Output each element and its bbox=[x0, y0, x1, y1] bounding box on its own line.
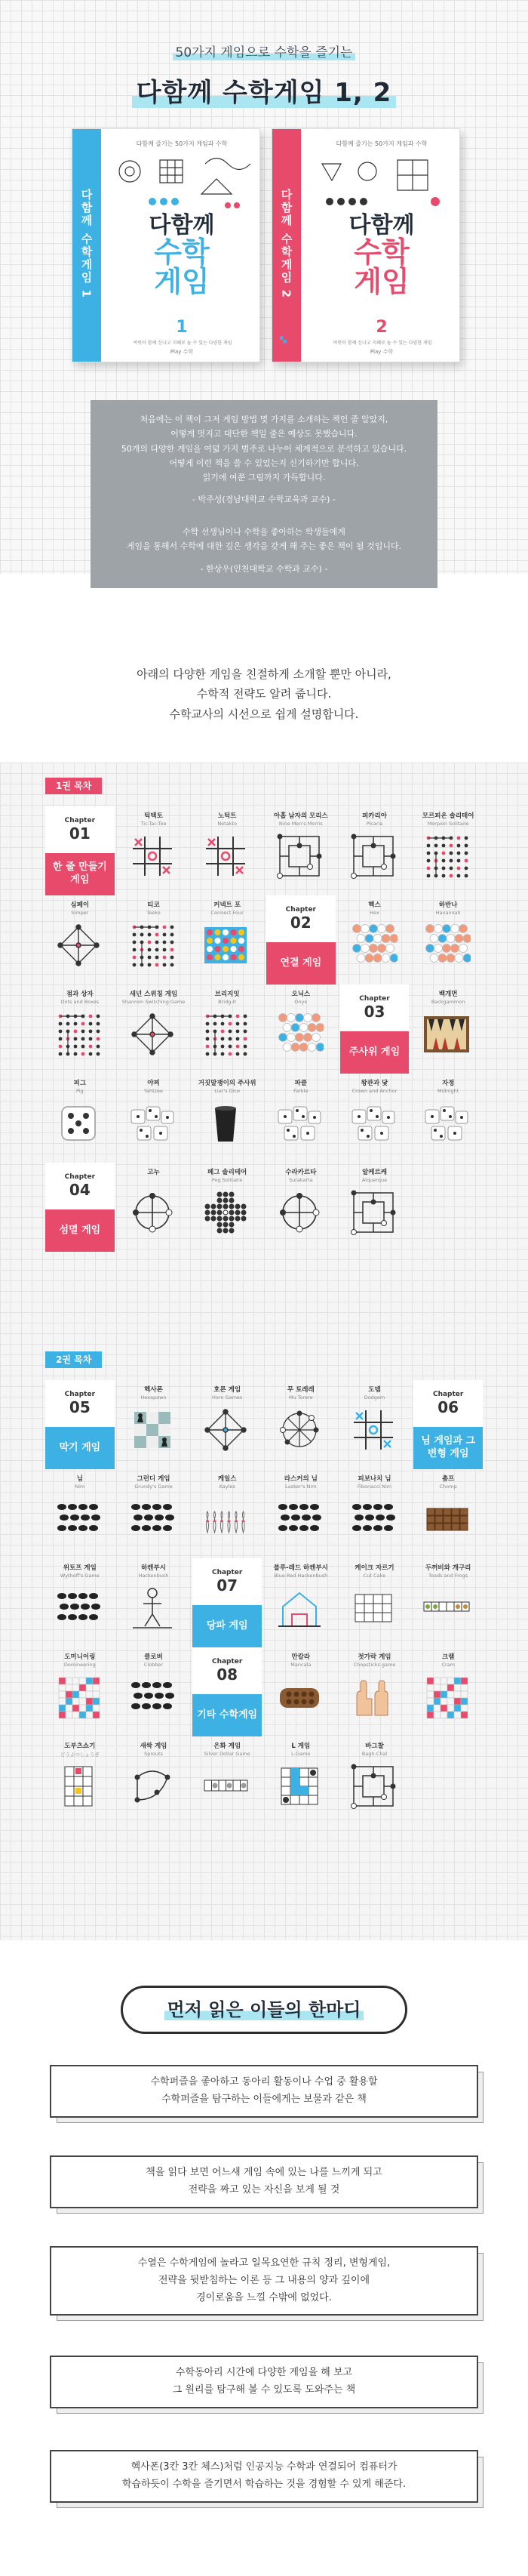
game-item bbox=[45, 1558, 115, 1647]
game-item bbox=[266, 1163, 336, 1252]
quote-line: 학습하듯이 수학을 즐기면서 학습하는 것을 경험할 수 있게 해준다. bbox=[121, 2478, 407, 2490]
text-line: 50개의 다양한 게임을 여덟 가지 범주로 나누어 체계적으로 분석하고 있습니다. bbox=[121, 443, 407, 454]
connect-game-icon bbox=[201, 921, 250, 969]
game-item bbox=[45, 1647, 115, 1736]
morris-game-icon bbox=[349, 1762, 398, 1810]
chapter-card bbox=[45, 1380, 115, 1469]
game-item bbox=[119, 1647, 189, 1736]
game-item bbox=[266, 984, 336, 1074]
review-blurb-2 bbox=[91, 516, 437, 588]
game-english-title: Farkle bbox=[293, 1088, 309, 1094]
chapter-label: Chapter bbox=[64, 817, 96, 824]
pins-game-icon bbox=[201, 1495, 250, 1543]
quote-line: 전략을 짜고 있는 자신을 보게 될 것 bbox=[188, 2183, 340, 2195]
quote-line: 수학퍼즐을 탐구하는 이들에게는 보물과 같은 책 bbox=[161, 2093, 367, 2105]
backgammon-game-icon bbox=[422, 1010, 471, 1058]
game-english-title: Mu Torere bbox=[288, 1394, 313, 1400]
stones-game-icon bbox=[54, 1495, 103, 1543]
chapter-card bbox=[192, 1647, 262, 1736]
game-english-title: Hackenbush bbox=[138, 1573, 169, 1579]
game-item bbox=[119, 895, 189, 984]
game-title: 두꺼비와 개구리 bbox=[425, 1564, 471, 1572]
game-item bbox=[340, 1736, 410, 1826]
review-blurb-1 bbox=[91, 400, 437, 519]
game-english-title: Pig bbox=[75, 1088, 84, 1094]
hex-game-icon bbox=[275, 1010, 324, 1058]
game-english-title: Dots and Boxes bbox=[60, 999, 100, 1005]
chapter-label: Chapter bbox=[211, 1569, 243, 1576]
text-line: 처음에는 이 책이 그저 게임 방법 몇 가지를 소개하는 책인 줄 알았지, bbox=[140, 414, 388, 424]
chapter-card bbox=[413, 1380, 483, 1469]
game-item bbox=[119, 806, 189, 895]
book1-doodle-illustration bbox=[107, 149, 258, 217]
cup-game-icon bbox=[201, 1099, 250, 1148]
game-english-title: Sprouts bbox=[144, 1751, 163, 1757]
game-item bbox=[413, 1469, 483, 1558]
dots-game-icon bbox=[54, 1010, 103, 1058]
game-item bbox=[119, 1074, 189, 1163]
game-title: 님 bbox=[76, 1475, 83, 1483]
chapter-card bbox=[192, 1558, 262, 1647]
game-title: 야찌 bbox=[147, 1080, 160, 1087]
lines-net-game-icon bbox=[128, 1010, 177, 1058]
game-title: 왕관과 닻 bbox=[361, 1080, 388, 1087]
game-english-title: どうぶつしょうぎ bbox=[60, 1752, 100, 1758]
game-item bbox=[192, 984, 262, 1074]
game-item bbox=[45, 895, 115, 984]
game-item bbox=[266, 1647, 336, 1736]
game-item bbox=[45, 984, 115, 1074]
game-title: 촘프 bbox=[441, 1475, 455, 1483]
game-item bbox=[266, 806, 336, 895]
game-english-title: Chomp bbox=[439, 1484, 457, 1490]
game-item bbox=[413, 806, 483, 895]
stones-game-icon bbox=[128, 1495, 177, 1543]
game-item bbox=[45, 1469, 115, 1558]
game-english-title: Chopsticks game bbox=[353, 1662, 396, 1668]
game-title: 호른 게임 bbox=[213, 1386, 241, 1394]
chapter-name: 연결 게임 bbox=[266, 942, 336, 984]
game-english-title: Wythoff's Game bbox=[60, 1573, 100, 1579]
game-item bbox=[119, 984, 189, 1074]
game-english-title: Fibonacci Nim bbox=[357, 1484, 392, 1490]
game-title: 피그 bbox=[73, 1080, 87, 1087]
game-item bbox=[266, 1558, 336, 1647]
book2-publisher: Play 수학 bbox=[370, 349, 394, 355]
sprouts-game-icon bbox=[128, 1762, 177, 1810]
dots-game-icon bbox=[201, 1010, 250, 1058]
chapter-header bbox=[192, 1647, 262, 1694]
game-english-title: Simper bbox=[71, 910, 89, 916]
game-title: 심페이 bbox=[70, 901, 90, 909]
shogi-game-icon bbox=[54, 1762, 103, 1810]
mancala-game-icon bbox=[275, 1673, 324, 1721]
game-title: 오닉스 bbox=[291, 991, 311, 998]
book1-number: 1 bbox=[176, 318, 188, 337]
chapter-header bbox=[45, 1380, 115, 1427]
game-title: 티코 bbox=[147, 901, 160, 909]
chapter-name: 주사위 게임 bbox=[340, 1031, 410, 1074]
text-line: 어떻게 이런 책을 쓸 수 있었는지 신기하기만 합니다. bbox=[169, 458, 359, 468]
review-blurb-2-text bbox=[106, 525, 422, 554]
chapter-number: 08 bbox=[216, 1665, 238, 1684]
vol2-toc-label: 2권 목차 bbox=[45, 1351, 102, 1368]
game-title: 케일스 bbox=[217, 1475, 237, 1483]
cake-game-icon bbox=[349, 1584, 398, 1632]
game-title: 새싹 게임 bbox=[140, 1742, 167, 1750]
game-title: L 게임 bbox=[291, 1742, 311, 1750]
game-english-title: Horn Games bbox=[211, 1394, 243, 1400]
review-quote bbox=[50, 2356, 478, 2408]
game-english-title: Nim bbox=[75, 1484, 85, 1490]
dots-game-icon bbox=[128, 921, 177, 969]
hex-game-icon bbox=[349, 921, 398, 969]
game-item bbox=[340, 1469, 410, 1558]
game-title: 아홉 남자의 모리스 bbox=[274, 812, 328, 820]
book1-publisher: Play 수학 bbox=[170, 349, 194, 355]
game-title: 수라카르타 bbox=[285, 1169, 317, 1176]
chapter-number: 07 bbox=[216, 1576, 238, 1595]
game-item bbox=[119, 1380, 189, 1469]
chapter-number: 02 bbox=[290, 914, 312, 932]
game-english-title: Cram bbox=[441, 1662, 455, 1668]
game-title: 피카리아 bbox=[362, 812, 387, 820]
game-item bbox=[192, 1469, 262, 1558]
hands-game-icon bbox=[349, 1673, 398, 1721]
game-english-title: Yahtzee bbox=[143, 1088, 164, 1094]
game-english-title: L-Game bbox=[291, 1751, 311, 1757]
chapter-label: Chapter bbox=[211, 1658, 243, 1665]
book2-doodle-illustration bbox=[307, 149, 458, 217]
stick-game-icon bbox=[128, 1584, 177, 1632]
game-item bbox=[266, 1736, 336, 1826]
game-english-title: Crown and Anchor bbox=[351, 1088, 398, 1094]
morris-game-icon bbox=[275, 832, 324, 880]
game-item bbox=[413, 1074, 483, 1163]
game-title: 헥스 bbox=[368, 901, 381, 909]
text-line: 수학 선생님이나 수학을 좋아하는 학생들에게 bbox=[183, 527, 345, 537]
game-title: 파클 bbox=[294, 1080, 308, 1087]
game-item bbox=[340, 1380, 410, 1469]
vol1-toc-grid bbox=[45, 806, 483, 1252]
stones-game-icon bbox=[349, 1495, 398, 1543]
chapter-number: 05 bbox=[69, 1398, 91, 1416]
game-item bbox=[45, 1736, 115, 1826]
game-title: 케이크 자르기 bbox=[355, 1564, 394, 1572]
game-english-title: Hexapawn bbox=[140, 1394, 167, 1400]
quote-line: 책을 읽다 보면 어느새 게임 속에 있는 나를 느끼게 되고 bbox=[146, 2167, 382, 2178]
chapter-name: 당파 게임 bbox=[192, 1605, 262, 1647]
game-english-title: Bagh-Chal bbox=[361, 1751, 388, 1757]
game-english-title: Midnight bbox=[437, 1088, 459, 1094]
hero-section bbox=[0, 0, 528, 574]
chapter-header bbox=[45, 806, 115, 853]
intro-line: 수학적 전략도 알려 줍니다. bbox=[196, 687, 332, 701]
text-line: 읽기에 여쭌 그림까지 가득합니다. bbox=[202, 473, 326, 482]
chapter-card bbox=[45, 1163, 115, 1252]
game-english-title: Blue-Red Hackenbush bbox=[274, 1573, 328, 1579]
game-item bbox=[192, 806, 262, 895]
book2-tagline: 다함께 즐기는 50가지 게임과 수학 bbox=[336, 140, 428, 147]
review-quote bbox=[50, 2450, 478, 2503]
die-game-icon bbox=[54, 1099, 103, 1148]
game-item bbox=[340, 1074, 410, 1163]
ttt-game-icon bbox=[201, 832, 250, 880]
dice-game-icon bbox=[128, 1099, 177, 1148]
quote-line: 그 원리를 탐구해 볼 수 있도록 도와주는 책 bbox=[172, 2383, 356, 2396]
text-line: 어떻게 멋지고 대단한 책일 줄은 예상도 못했습니다. bbox=[170, 429, 358, 439]
game-item bbox=[340, 806, 410, 895]
chapter-card bbox=[266, 895, 336, 984]
chapter-header bbox=[413, 1380, 483, 1427]
game-english-title: Havannah bbox=[435, 910, 461, 916]
game-title: 하반나 bbox=[438, 901, 458, 909]
game-title: 블루-레드 하켄부시 bbox=[273, 1564, 328, 1572]
game-title: 커넥트 포 bbox=[213, 901, 241, 909]
vol1-toc-label: 1권 목차 bbox=[45, 778, 102, 794]
game-item bbox=[266, 1380, 336, 1469]
game-english-title: Lasker's Nim bbox=[285, 1484, 317, 1490]
book1-description: 여럿이 함께 신나고 지혜로 놀 수 있는 다양한 게임 bbox=[133, 340, 232, 346]
book-cover-2 bbox=[272, 128, 460, 362]
morris-game-icon bbox=[349, 1188, 398, 1237]
game-english-title: Picaria bbox=[366, 821, 383, 827]
game-title: 고누 bbox=[147, 1169, 160, 1176]
dom-game-icon bbox=[54, 1673, 103, 1721]
game-english-title: Surakarta bbox=[288, 1177, 313, 1183]
game-item bbox=[119, 1558, 189, 1647]
game-title: 클로버 bbox=[144, 1653, 163, 1661]
text-line: 게임을 통해서 수학에 대한 깊은 생각을 갖게 해 주는 좋은 책이 될 것입니다. bbox=[126, 541, 402, 552]
game-title: 은화 게임 bbox=[213, 1742, 241, 1750]
quote-line: 수학퍼즐을 좋아하고 동아리 활동이나 수업 중 활용할 bbox=[150, 2076, 378, 2088]
intro-text bbox=[60, 664, 468, 724]
review-blurb-1-signature: - 박주성(경남대학교 수학교육과 교수) - bbox=[192, 495, 336, 505]
game-title: 피보나치 님 bbox=[358, 1475, 391, 1483]
gonu-game-icon bbox=[128, 1188, 177, 1237]
chapter-header bbox=[340, 984, 410, 1031]
game-title: 백개먼 bbox=[438, 991, 458, 998]
game-title: 무 토레레 bbox=[287, 1386, 315, 1394]
chapter-name: 한 줄 만들기 게임 bbox=[45, 853, 115, 895]
stones-game-icon bbox=[275, 1495, 324, 1543]
chomp-game-icon bbox=[422, 1495, 471, 1543]
chapter-label: Chapter bbox=[359, 995, 390, 1003]
game-title: 그런디 게임 bbox=[137, 1475, 170, 1483]
game-item bbox=[413, 984, 483, 1074]
chapter-number: 04 bbox=[69, 1181, 91, 1199]
review-quote bbox=[50, 2246, 478, 2316]
review-blurb-1-text bbox=[106, 412, 422, 485]
dice-game-icon bbox=[275, 1099, 324, 1148]
game-item bbox=[119, 1736, 189, 1826]
game-title: 도미니어링 bbox=[64, 1653, 96, 1661]
game-english-title: Alquerque bbox=[361, 1177, 388, 1183]
hero-subtitle: 50가지 게임으로 수학을 즐기는 bbox=[147, 38, 381, 68]
dots-game-icon bbox=[422, 832, 471, 880]
lgame-game-icon bbox=[275, 1762, 324, 1810]
game-item bbox=[340, 895, 410, 984]
book1-title: 다함께 수학 게임 bbox=[149, 212, 215, 299]
game-english-title: Tic-Tac-Toe bbox=[140, 821, 167, 827]
chess-game-icon bbox=[128, 1406, 177, 1454]
game-english-title: Nine Men's Morris bbox=[278, 821, 323, 827]
chapter-number: 03 bbox=[364, 1003, 385, 1021]
review-quote bbox=[50, 2155, 478, 2208]
quote-line: 수열은 수학게임에 놀라고 일목요연한 규칙 정리, 변형게임, bbox=[137, 2257, 391, 2269]
game-item bbox=[192, 1380, 262, 1469]
lines-net-game-icon bbox=[54, 921, 103, 969]
intro-line: 아래의 다양한 게임을 친절하게 소개할 뿐만 아니라, bbox=[137, 667, 391, 681]
game-english-title: Bridg-It bbox=[218, 999, 237, 1005]
game-title: 페그 솔리테어 bbox=[207, 1169, 247, 1176]
game-item bbox=[413, 1647, 483, 1736]
foreword-title: 먼저 읽은 이들의 한마디 bbox=[121, 1986, 407, 2034]
game-title: 바그찰 bbox=[365, 1742, 384, 1750]
game-title: 브리지잇 bbox=[214, 991, 240, 998]
house-game-icon bbox=[275, 1584, 324, 1632]
game-title: 만칼라 bbox=[291, 1653, 311, 1661]
game-item bbox=[340, 1558, 410, 1647]
quote-line: 경이로움을 느낄 수밖에 없었다. bbox=[196, 2291, 332, 2303]
lines-net-game-icon bbox=[201, 1406, 250, 1454]
game-item bbox=[340, 1647, 410, 1736]
game-item bbox=[119, 1469, 189, 1558]
book2-title: 다함께 수학 게임 bbox=[348, 212, 415, 299]
chapter-number: 06 bbox=[437, 1398, 459, 1416]
game-item bbox=[192, 1163, 262, 1252]
game-english-title bbox=[119, 1177, 189, 1184]
ttt-game-icon bbox=[128, 832, 177, 880]
chapter-header bbox=[192, 1558, 262, 1605]
review-quote bbox=[50, 2065, 478, 2118]
game-english-title: Shannon Switching Game bbox=[121, 999, 186, 1005]
game-english-title: Liar's Dice bbox=[214, 1088, 241, 1094]
game-english-title: Hex bbox=[370, 910, 379, 916]
chapter-label: Chapter bbox=[64, 1173, 96, 1181]
game-english-title: Teeko bbox=[146, 910, 161, 916]
ttt-game-icon bbox=[349, 1406, 398, 1454]
game-title: 모르피온 솔리테어 bbox=[422, 812, 474, 820]
game-item bbox=[192, 1074, 262, 1163]
game-item bbox=[192, 895, 262, 984]
game-english-title: Onyx bbox=[294, 999, 308, 1005]
game-english-title: Dodgem bbox=[364, 1394, 385, 1400]
game-english-title: Clobber bbox=[143, 1662, 164, 1668]
peg-game-icon bbox=[201, 1188, 250, 1237]
stones-game-icon bbox=[128, 1673, 177, 1721]
stones-game-icon bbox=[54, 1584, 103, 1632]
game-english-title: Domineering bbox=[63, 1662, 96, 1668]
book1-tagline: 다함께 즐기는 50가지 게임과 수학 bbox=[136, 140, 228, 147]
game-english-title: Connect Four bbox=[210, 910, 244, 916]
dice-game-icon bbox=[349, 1099, 398, 1148]
book1-spine-title: 다함께 수학게임 1 bbox=[79, 189, 94, 299]
game-title: 젓가락 게임 bbox=[358, 1653, 391, 1661]
game-title: 자정 bbox=[441, 1080, 455, 1087]
chapter-card bbox=[340, 984, 410, 1074]
game-item bbox=[266, 1469, 336, 1558]
chapter-label: Chapter bbox=[285, 906, 316, 914]
chapter-header bbox=[45, 1163, 115, 1209]
chapter-label: Chapter bbox=[432, 1391, 464, 1398]
chapter-name: 님 게임과 그 변형 게임 bbox=[413, 1427, 483, 1469]
game-title: 도뎀 bbox=[368, 1386, 381, 1394]
game-english-title: Silver Dollar Game bbox=[204, 1751, 250, 1757]
intro-line: 수학교사의 시선으로 쉽게 설명합니다. bbox=[169, 707, 359, 721]
star-game-icon bbox=[275, 1406, 324, 1454]
game-english-title: Grundy's Game bbox=[134, 1484, 173, 1490]
game-title: 위토프 게임 bbox=[63, 1564, 97, 1572]
book2-description: 여럿이 함께 신나고 지혜로 놀 수 있는 다양한 게임 bbox=[333, 340, 432, 346]
game-english-title: Morpion Solitaire bbox=[427, 821, 469, 827]
game-item bbox=[266, 1074, 336, 1163]
coins-game-icon bbox=[201, 1762, 250, 1810]
book2-spine-title: 다함께 수학게임 2 bbox=[279, 189, 293, 299]
toads-game-icon bbox=[422, 1584, 471, 1632]
game-title: 노턱트 bbox=[217, 812, 237, 820]
morris-game-icon bbox=[349, 832, 398, 880]
chapter-name: 기타 수학게임 bbox=[192, 1694, 262, 1736]
hex-game-icon bbox=[422, 921, 471, 969]
chapter-name: 섬멸 게임 bbox=[45, 1209, 115, 1252]
chapter-header bbox=[266, 895, 336, 942]
game-title: 라스커의 님 bbox=[284, 1475, 318, 1483]
gonu-game-icon bbox=[275, 1188, 324, 1237]
game-title: 하켄부시 bbox=[141, 1564, 166, 1572]
game-item bbox=[119, 1163, 189, 1252]
game-title: 도부츠쇼기 bbox=[64, 1742, 96, 1750]
chapter-name: 막기 게임 bbox=[45, 1427, 115, 1469]
chapter-number: 01 bbox=[69, 824, 91, 843]
book-cover-1 bbox=[72, 128, 260, 362]
game-english-title: Toads and Frogs bbox=[428, 1573, 468, 1579]
hero-title: 다함께 수학게임 1, 2 bbox=[60, 72, 468, 109]
review-blurb-2-signature: - 한상우(인천대학교 수학과 교수) - bbox=[200, 563, 328, 574]
game-english-title: Backgammon bbox=[431, 999, 465, 1005]
chapter-label: Chapter bbox=[64, 1391, 96, 1398]
game-english-title: Peg Solitaire bbox=[211, 1177, 243, 1183]
game-item bbox=[192, 1736, 262, 1826]
vol2-toc-grid bbox=[45, 1380, 483, 1826]
game-english-title: Cut Cake bbox=[363, 1573, 386, 1579]
quote-line: 헥사폰(3칸 3칸 체스)처럼 인공지능 수학과 연결되어 컴퓨터가 bbox=[130, 2461, 398, 2473]
game-title: 새넌 스위칭 게임 bbox=[129, 991, 178, 998]
game-title: 알케르케 bbox=[362, 1169, 387, 1176]
game-title: 헥사폰 bbox=[144, 1386, 163, 1394]
game-item bbox=[413, 895, 483, 984]
game-item bbox=[340, 1163, 410, 1252]
quote-line: 수학동아리 시간에 다양한 게임을 해 보고 bbox=[175, 2367, 353, 2378]
game-item bbox=[413, 1558, 483, 1647]
game-title: 틱택토 bbox=[144, 812, 163, 820]
game-item bbox=[45, 1074, 115, 1163]
game-english-title: Mancala bbox=[290, 1662, 312, 1668]
game-title: 거짓말쟁이의 주사위 bbox=[198, 1080, 256, 1087]
game-title: 점과 상자 bbox=[66, 991, 94, 998]
book2-number: 2 bbox=[376, 318, 388, 337]
game-english-title: Kayles bbox=[219, 1484, 235, 1490]
game-english-title: Notakto bbox=[217, 821, 237, 827]
quote-line: 전략을 뒷받침하는 이론 등 그 내용의 양과 깊이에 bbox=[158, 2274, 370, 2286]
game-title: 크램 bbox=[441, 1653, 455, 1661]
dice-game-icon bbox=[422, 1099, 471, 1148]
dom-game-icon bbox=[422, 1673, 471, 1721]
chapter-card bbox=[45, 806, 115, 895]
